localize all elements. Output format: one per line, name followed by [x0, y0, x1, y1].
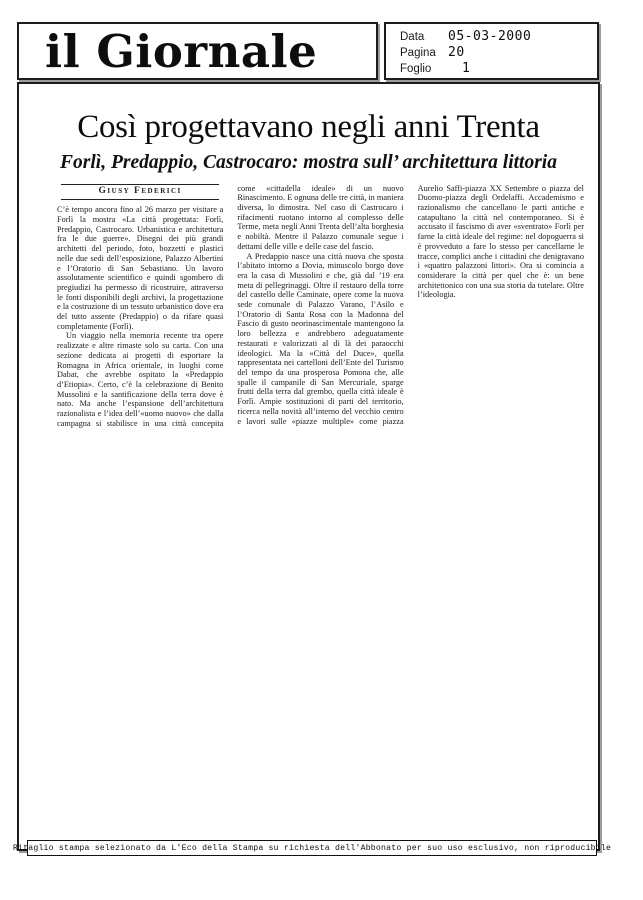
article-box [17, 82, 600, 851]
article-paragraph-3: A Predappio nasce una città nuova che sposta l’abitato intorno a Dovia, minuscolo borgo dove era la casa di Mussolini e che, già dal ’19 era meta di pellegrinaggi. Oltre il restauro della torre del castello delle Caminate, opere come la nuova sede comunale di Palazzo Varano, l’Asilo e l’Oratorio di Santa Rosa con la Madonna del Fascio di gusto neorinascimentale mantengono la loro bellezza e andrebbero adeguatamente restaurati e valorizzati al di là dei paraocchi ideologici. Ma la «Città del Duce», quella rappresentata nei cartelloni dell’Ente del Turismo del tempo da una prosperosa Pomona che, alle spalle il campanile di San Mercuriale, sparge frutti della terra dal grembo, quella città ideale è Forlì. Ampie sostituzioni di parti del territorio, ricerca nella novità all’interno del vecchio centro e lavori sulle «piazze multiple» come piazza Aurelio Saffi-piazza XX Settembre o piazza del Duomo-piazza degli Ordelaffi. Accademismo e razionalismo che cancellano le parti antiche e catapultano la città nel contemporaneo. Si è accusato il fascismo di aver «sventrato» Forlì per farne la città ideale del regime: nel dopoguerra si è provveduto a fare lo stesso per cancellarne le tracce, complici anche i cittadini che denigravano i «quattro palazzoni littori». Ora si comincia a considerare la città per quel che è: un bene architettonico con una sua storia da tutelare. Oltre l’ideologia. [237, 183, 584, 426]
article-body-columns [57, 184, 584, 436]
masthead-box [17, 22, 378, 80]
article-headline: Così progettavano negli anni Trenta [77, 109, 540, 145]
info-value-page-number: 20 [448, 45, 465, 60]
info-value-sheet-number: 1 [462, 61, 471, 76]
byline: Giusy Federici [61, 184, 219, 201]
info-row-foglio [400, 61, 597, 77]
article-paragraph-1: C’è tempo ancora fino al 26 marzo per visitare a Forlì la mostra «La città progettata: Forlì, Predappio, Castrocaro. Urbanistica e architettura fra le due guerre». Disegni dei più grandi architetti del periodo, foto, bozzetti e plastici nelle due sedi dell’esposizione, Palazzo Albertini e l’Oratorio di San Sebastiano. Un lavoro assolutamente scientifico e quindi sgombero di pregiudizi ha permesso di ricostruire, attraverso le fonti disponibili degli archivi, la progettazione e la costruzione di un tessuto urbanistico dove era del tutto assente (Predappio) o da rifare quasi completamente (Forlì). [57, 205, 224, 331]
info-label-foglio: Foglio [400, 63, 432, 75]
info-label-pagina: Pagina [400, 47, 436, 59]
info-row-pagina [400, 45, 597, 61]
press-info-box [384, 22, 599, 80]
info-value-date: 05-03-2000 [448, 29, 532, 44]
info-label-data: Data [400, 31, 425, 43]
clipping-service-footer [12, 840, 612, 856]
info-row-data [400, 29, 597, 45]
clipping-service-footer-text: Ritaglio stampa selezionato da L'Eco della Stampa su richiesta dell'Abbonato per suo uso esclusivo, non riproducibile [12, 843, 612, 853]
article-subheadline: Forlì, Predappio, Castrocaro: mostra sull’ architettura littoria [60, 151, 557, 173]
article-paragraph-2: Un viaggio nella memoria recente tra opere realizzate e altre rimaste solo su carta. Con una sezione dedicata ai progetti di esportare la Romagna in Africa orientale, in luoghi come Dabat, che avrebbe ospitato la «Predappio d’Etiopia». Certo, c’è la celebrazione di Benito Mussolini e la santificazione della terra dove è nato. Ma anche l’espansione dell’architettura razionalista e l’idea dell’«uomo nuovo» che dalla campagna si stabilisce in una città concepita come «cittadella ideale» di un nuovo Rinascimento. E ognuna delle tre città, in maniera diversa, lo dimostra. Nel caso di Castrocaro i rifacimenti ruotano intorno al complesso delle Terme, meta negli Anni Trenta dell’alta borghesia e nobiltà. Mentre il Palazzo comunale segue i dettami delle ville e delle case del fascio. [57, 183, 404, 428]
masthead-logo: il Giornale [45, 24, 318, 78]
